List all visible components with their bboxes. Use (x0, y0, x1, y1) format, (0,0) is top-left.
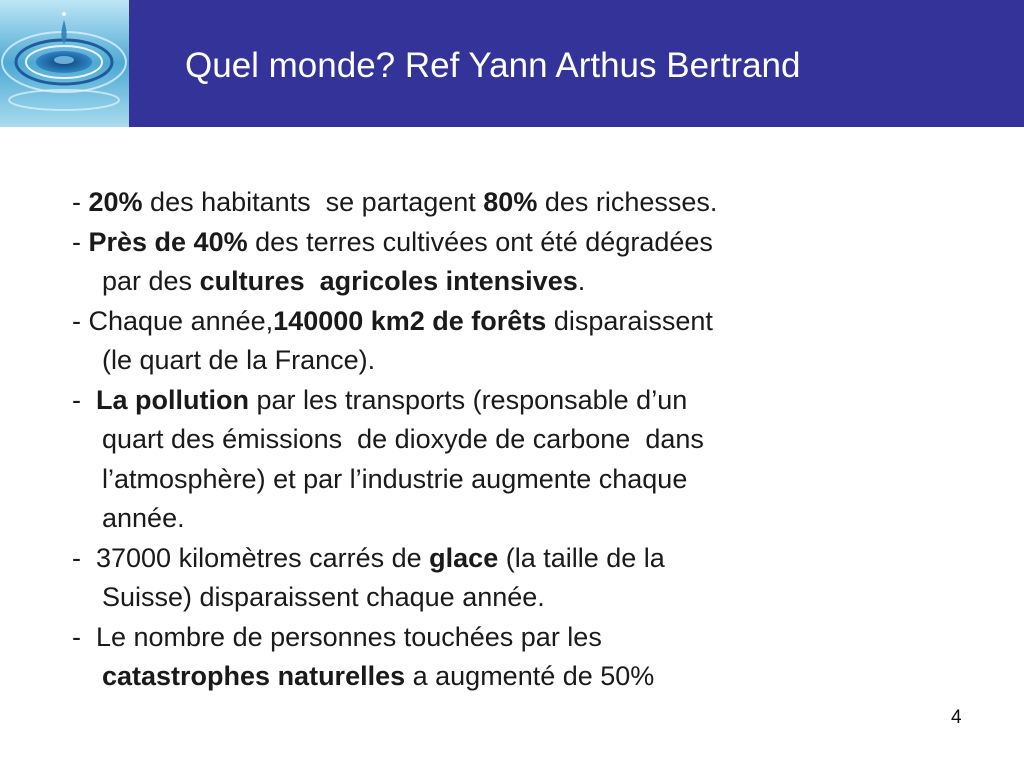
bullet-line (72, 499, 972, 539)
water-drop-icon (0, 0, 129, 127)
text-segment: année. (102, 503, 185, 533)
text-segment: - (72, 226, 89, 257)
bullet-line (72, 262, 972, 302)
text-segment: - Le nombre de personnes touchées par les (72, 621, 602, 652)
bullet-list (72, 183, 972, 697)
text-segment: l’atmosphère) et par l’industrie augmente chaque (102, 463, 688, 494)
bullet-line (72, 578, 972, 618)
bold-text: catastrophes naturelles (102, 661, 406, 691)
bullet-line (72, 302, 972, 342)
text-segment: - 37000 kilomètres carrés de (72, 542, 430, 573)
bold-text: 80% (483, 187, 538, 217)
bullet-line (72, 420, 972, 460)
text-segment: - Chaque année, (72, 305, 274, 336)
bullet-line (72, 460, 972, 500)
text-segment: par des (102, 266, 200, 296)
text-segment: (le quart de la France). (102, 345, 376, 375)
bullet-item (72, 539, 972, 618)
bullet-item (72, 223, 972, 302)
text-segment: des terres cultivées ont été dégradées (247, 226, 713, 257)
text-segment: - (72, 187, 89, 217)
text-segment: des richesses. (537, 187, 718, 217)
bullet-item (72, 183, 972, 223)
bold-text: La pollution (96, 384, 249, 415)
text-segment: Suisse) disparaissent chaque année. (102, 582, 545, 612)
bullet-line (72, 223, 972, 263)
bullet-item (72, 302, 972, 381)
bullet-line (72, 341, 972, 381)
bold-text: glace (429, 542, 499, 573)
bullet-item (72, 381, 972, 539)
bullet-line (72, 381, 972, 421)
text-segment: - (72, 384, 96, 415)
text-segment: disparaissent (546, 305, 713, 336)
bullet-line (72, 657, 972, 697)
page-number: 4 (951, 707, 962, 728)
text-segment: par les transports (responsable d’un (248, 384, 688, 415)
text-segment: (la taille de la (498, 542, 665, 573)
slide-header (0, 0, 1024, 127)
bold-text: cultures agricoles intensives (199, 266, 578, 296)
bold-text: 20% (88, 187, 143, 217)
bullet-item (72, 618, 972, 697)
bullet-line (72, 618, 972, 658)
text-segment: des habitants se partagent (142, 187, 484, 217)
text-segment: a augmenté de 50% (405, 661, 655, 691)
bold-text: Près de 40% (88, 226, 248, 257)
text-segment: quart des émissions de dioxyde de carbone dans (102, 424, 704, 454)
bold-text: 140000 km2 de forêts (273, 305, 547, 336)
slide-title: Quel monde? Ref Yann Arthus Bertrand (185, 46, 801, 85)
text-segment: . (577, 266, 586, 296)
bullet-line (72, 539, 972, 579)
bullet-line (72, 183, 972, 223)
